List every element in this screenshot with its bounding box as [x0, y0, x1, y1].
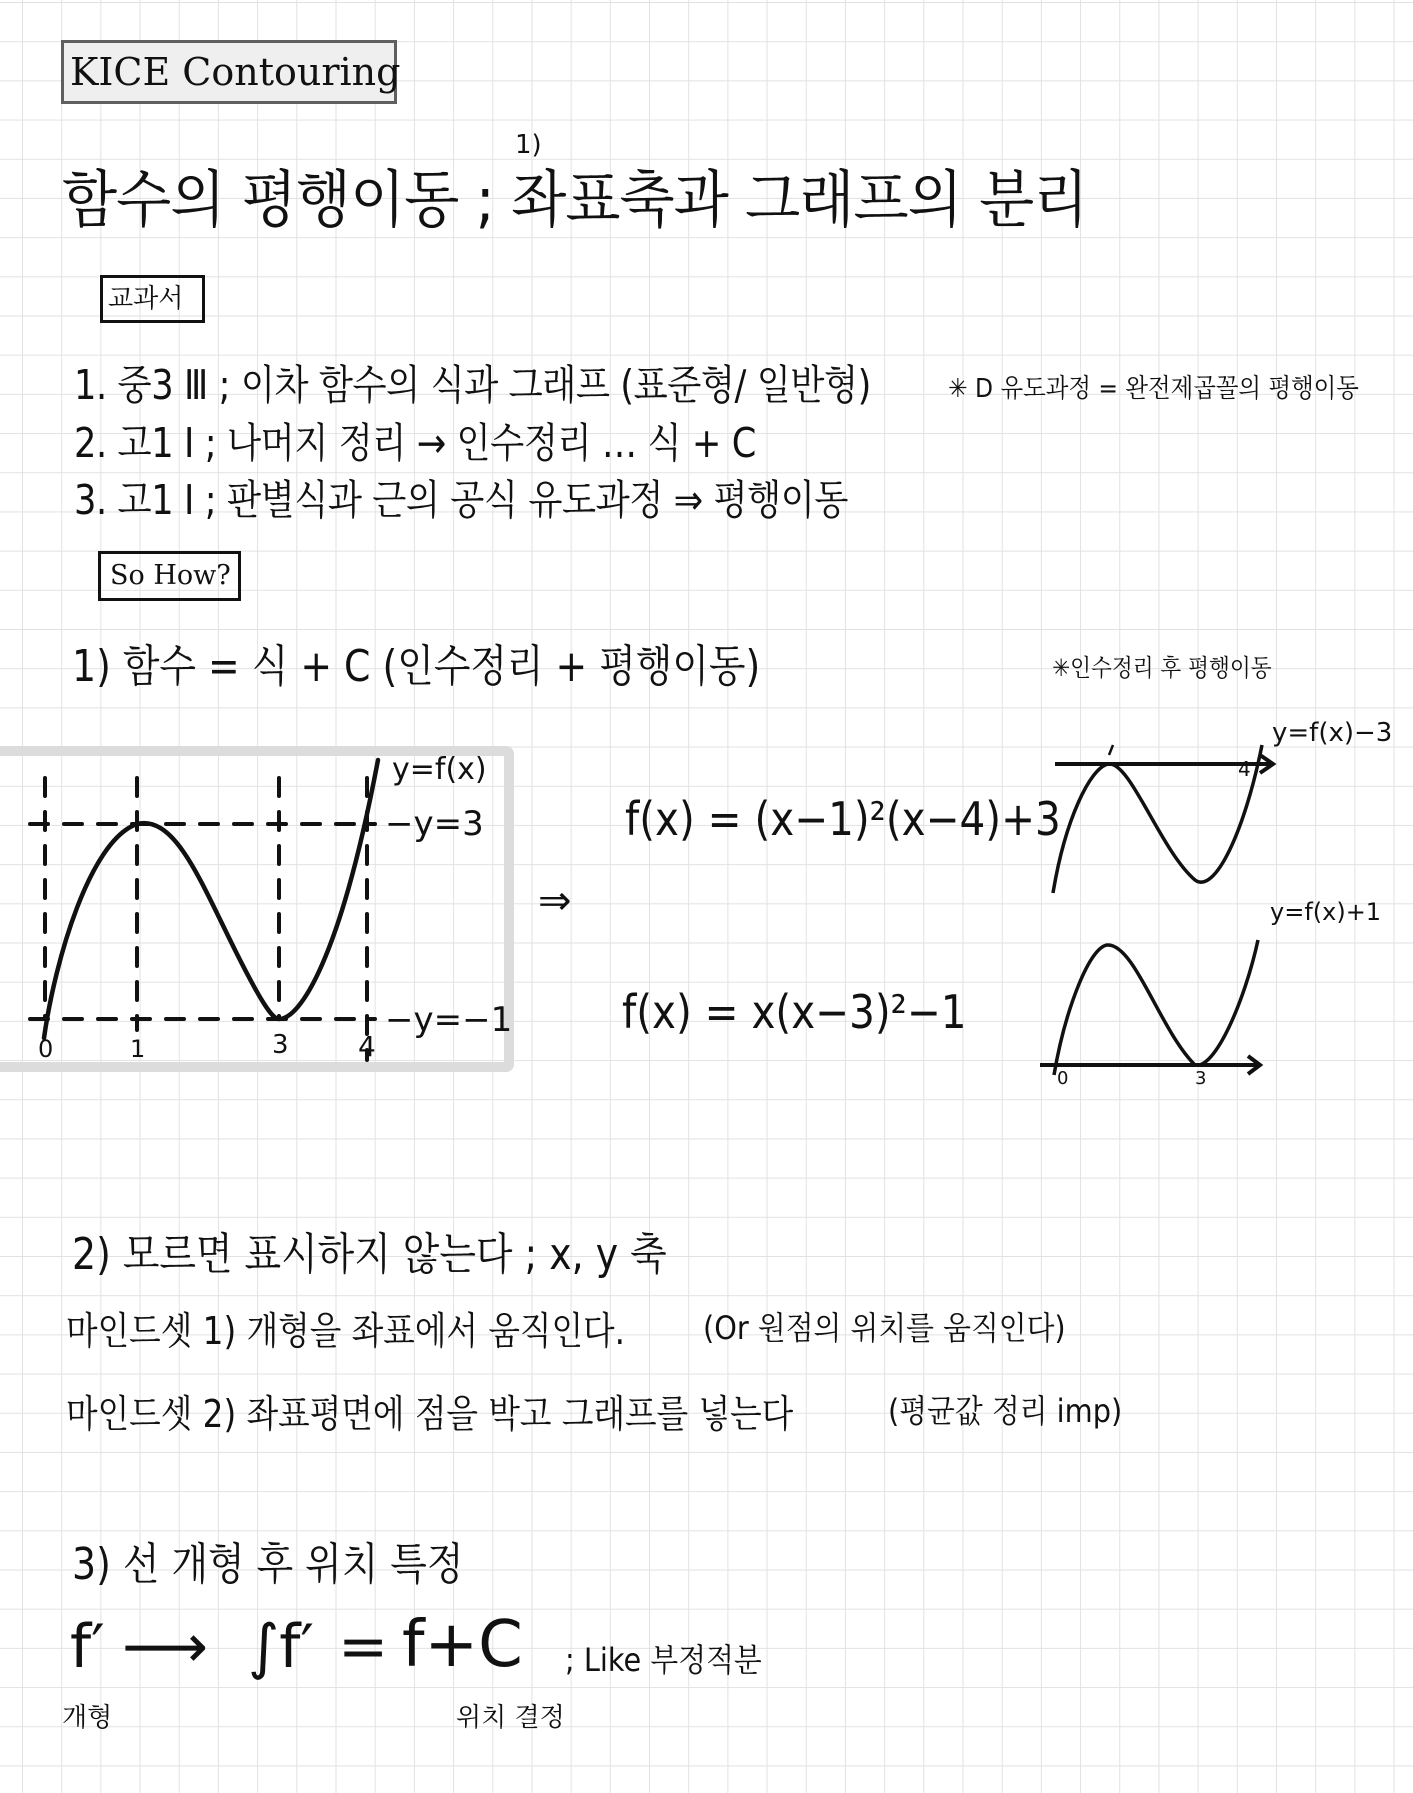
- section2-heading: 2) 모르면 표시하지 않는다 ; x, y 축: [72, 1229, 667, 1280]
- mindset-1-note: (Or 원점의 위치를 움직인다): [703, 1309, 1066, 1347]
- curve-label: y=f(x): [392, 752, 487, 787]
- integral-f-prime: ∫f′: [248, 1612, 315, 1682]
- caption-shape: 개형: [62, 1703, 113, 1733]
- x-tick-3: 3: [272, 1030, 289, 1060]
- graph-shift-down: [1040, 720, 1280, 900]
- x-tick-0: 0: [38, 1035, 54, 1063]
- textbook-side-note: ✳ D 유도과정 = 완전제곱꼴의 평행이동: [948, 374, 1359, 404]
- mindset-2-note: (평균값 정리 imp): [888, 1392, 1123, 1430]
- line-ym1-label: −y=−1: [385, 1000, 513, 1040]
- shift-up-label: y=f(x)+1: [1270, 898, 1382, 926]
- line-y3-label: −y=3: [385, 804, 484, 844]
- cubic-curve: [44, 760, 378, 1038]
- f-prime: f′: [70, 1612, 105, 1682]
- maps-to-arrow: ⟶: [122, 1612, 209, 1682]
- shift-down-tick-4: 4: [1238, 757, 1251, 781]
- page-title: 함수의 평행이동 ; 좌표축과 그래프의 분리: [62, 163, 1088, 236]
- shift-up-tick-3: 3: [1195, 1068, 1207, 1089]
- graph-shift-up: [1035, 900, 1275, 1090]
- textbook-item-3: 3. 고1 Ⅰ ; 판별식과 근의 공식 유도과정 ⇒ 평행이동: [74, 476, 849, 524]
- mindset-2: 마인드셋 2) 좌표평면에 점을 박고 그래프를 넣는다: [66, 1392, 794, 1436]
- x-tick-1: 1: [130, 1035, 146, 1063]
- f-plus-c: f+C: [402, 1608, 523, 1682]
- shift-down-label: y=f(x)−3: [1272, 718, 1393, 748]
- textbook-tag: 교과서: [100, 275, 205, 323]
- implies-arrow: ⇒: [538, 878, 572, 924]
- shift-up-tick-0: 0: [1057, 1068, 1069, 1089]
- textbook-item-2: 2. 고1 Ⅰ ; 나머지 정리 → 인수정리 … 식 + C: [74, 419, 756, 467]
- title-footnote-marker: 1): [515, 130, 542, 160]
- section3-heading: 3) 선 개형 후 위치 특정: [72, 1539, 464, 1590]
- textbook-item-1: 1. 중3 Ⅲ ; 이차 함수의 식과 그래프 (표준형/ 일반형): [74, 361, 871, 409]
- mindset-1: 마인드셋 1) 개형을 좌표에서 움직인다.: [66, 1309, 626, 1353]
- equals-sign: =: [338, 1612, 389, 1682]
- x-tick-4: 4: [358, 1030, 376, 1063]
- section1-heading: 1) 함수 = 식 + C (인수정리 + 평행이동): [72, 641, 761, 692]
- like-antiderivative-note: ; Like 부정적분: [565, 1641, 762, 1679]
- formula-2: f(x) = x(x−3)²−1: [622, 985, 967, 1039]
- caption-position: 위치 결정: [456, 1703, 565, 1733]
- sohow-tag: So How?: [98, 551, 241, 601]
- formula-1: f(x) = (x−1)²(x−4)+3: [625, 792, 1061, 846]
- section1-side-note: ✳인수정리 후 평행이동: [1052, 654, 1272, 682]
- kice-contouring-tag: KICE Contouring: [61, 40, 397, 104]
